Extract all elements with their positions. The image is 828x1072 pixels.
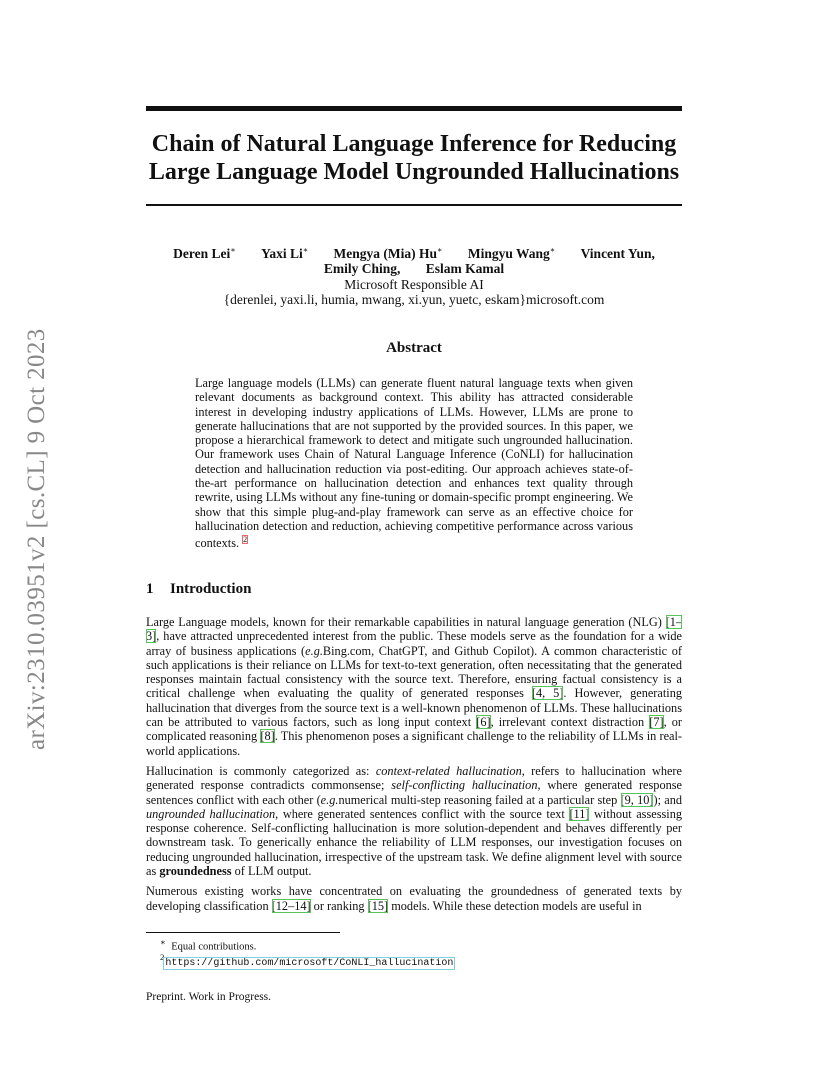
author-list (146, 242, 682, 261)
paper-title: Chain of Natural Language Inference for Reducing Large Language Model Ungrounded Hallucinations (148, 131, 680, 185)
citation-link[interactable]: [6] (476, 715, 491, 730)
preprint-note: Preprint. Work in Progress. (146, 991, 272, 1003)
title-top-rule (146, 106, 682, 111)
title-bottom-rule (146, 204, 682, 206)
citation-link[interactable]: [12–14] (271, 898, 311, 913)
affiliation: Microsoft Responsible AI (344, 276, 484, 292)
section-heading: 1 Introduction (146, 581, 252, 597)
introduction-body (146, 615, 682, 919)
author-block (146, 242, 682, 308)
citation-link[interactable]: [8] (260, 729, 275, 744)
author: Deren Lei∗ (173, 245, 236, 261)
citation-link[interactable]: [9, 10] (620, 792, 654, 807)
author: Mengya (Mia) Hu∗ (333, 245, 443, 261)
paragraph: Hallucination is commonly categorized as: context-related hallucination, refers to hallucination where generated response contradicts commonsense; self-conflicting hallucination, where generated response sentences conflict with each other (e.g.numerical multi-step reasoning failed at a particular step [9, 10]); and ungrounded hallucination, where generated sentences conflict with the source text [11] without assessing response coherence. Self-conflicting hallucination is more solution-dependent and behaves differently per downstream task. To generically enhance the reliability of LLM responses, our investigation focuses on reducing ungrounded hallucination, irrespective of the upstream task. We define alignment level with source as groundedness of LLM output. (146, 763, 682, 879)
author: Yaxi Li∗ (261, 245, 309, 261)
footnote: ∗ Equal contributions. (160, 937, 257, 953)
arxiv-identifier[interactable]: arXiv:2310.03951v2 [cs.CL] 9 Oct 2023 (23, 328, 50, 750)
abstract-text: Large language models (LLMs) can generate fluent natural language texts when given relevant documents as background context. This ability has attracted considerable interest in developing industry applications of LLMs. However, LLMs are prone to generate hallucinations that are not supported by the provided sources. In this paper, we propose a hierarchical framework to detect and mitigate such ungrounded hallucination. Our framework uses Chain of Natural Language Inference (CoNLI) for hallucination detection and hallucination reduction via post-editing. Our approach achieves state-of-the-art performance on hallucination detection and enhances text quality through rewrite, using LLMs without any fine-tuning or domain-specific prompt engineering. We show that this simple plug-and-play framework can serve as an effective choice for hallucination detection and reduction, achieving competitive performance across various contexts. $^2$ (195, 376, 633, 551)
author-list-line2 (146, 261, 682, 277)
footnote-rule (146, 932, 340, 933)
citation-link[interactable]: [4, 5] (531, 686, 564, 701)
paragraph: Large Language models, known for their remarkable capabilities in natural language generation (NLG) [1–3], have attracted unprecedented interest from the public. These models serve as the foundation for a wide array of business applications (e.g.Bing.com, ChatGPT, and Github Copilot). A common characteristic of such applications is their reliance on LLMs for text-to-text generation, often necessitating that the generated responses maintain factual consistency with the source text. Therefore, ensuring factual consistency is a critical challenge when evaluating the quality of generated responses [4, 5]. However, generating hallucination that diverges from the source text is a well-known phenomenon of LLMs. These hallucinations can be attributed to various factors, such as long input context [6], irrelevant context distraction [7], or complicated reasoning [8]. This phenomenon poses a significant challenge to the reliability of LLMs in real-world applications. (146, 615, 683, 758)
repository-link[interactable]: https://github.com/microsoft/CoNLI_hallucination (165, 957, 454, 969)
author: Vincent Yun, (580, 245, 655, 261)
citation-link[interactable]: [11] (569, 806, 590, 821)
footnote-link[interactable]: 2 (243, 535, 248, 545)
citation-link[interactable]: [15] (367, 898, 389, 913)
abstract-heading: Abstract (386, 340, 442, 356)
citation-link[interactable]: [7] (649, 715, 664, 730)
paragraph: Numerous existing works have concentrated on evaluating the groundedness of generated texts by developing classification [12–14] or ranking [15] models. While these detection models are useful in (146, 884, 682, 913)
citation-link[interactable]: [1–3] (146, 615, 682, 644)
author: Emily Ching, (323, 261, 401, 276)
footnote: $^2$https://github.com/microsoft/CoNLI_hallucination (160, 952, 454, 969)
author-emails: {derenlei, yaxi.li, humia, mwang, xi.yun, yuetc, eskam}microsoft.com (223, 292, 605, 307)
author: Eslam Kamal (425, 261, 505, 276)
author: Mingyu Wang∗ (467, 245, 556, 261)
